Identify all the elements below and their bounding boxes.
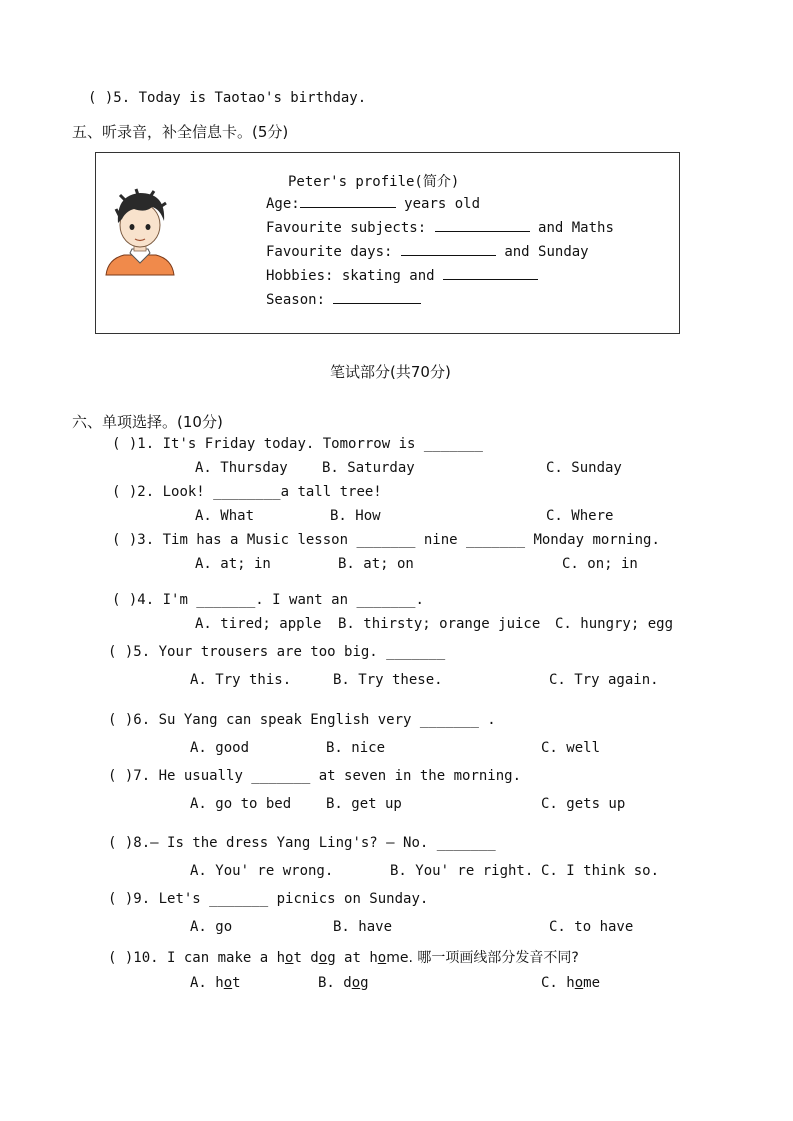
underlined-letter: o bbox=[285, 950, 294, 966]
option-a[interactable]: A. tired; apple bbox=[195, 616, 322, 632]
question-2 bbox=[112, 484, 382, 500]
age-row bbox=[266, 195, 480, 212]
profile-card bbox=[95, 152, 680, 334]
underlined-letter: o bbox=[351, 975, 361, 991]
question-text: 8.— Is the dress Yang Ling's? — No. _______ bbox=[133, 835, 496, 851]
days-blank[interactable] bbox=[401, 243, 496, 256]
answer-bracket: ( ) bbox=[112, 484, 138, 500]
option-c[interactable]: C. Try again. bbox=[549, 672, 659, 688]
option-a[interactable]: A. Try this. bbox=[190, 672, 292, 688]
subjects-row bbox=[266, 219, 614, 236]
question-7 bbox=[108, 768, 521, 784]
answer-bracket: ( ) bbox=[108, 712, 134, 728]
question-text: 4. I'm _______. I want an _______. bbox=[137, 592, 424, 608]
question-5 bbox=[108, 644, 445, 660]
option-c[interactable]: C. gets up bbox=[541, 796, 626, 812]
underlined-letter: o bbox=[377, 950, 387, 966]
answer-bracket: ( ) bbox=[108, 835, 134, 851]
hobbies-row bbox=[266, 267, 538, 284]
age-suffix: years old bbox=[404, 196, 481, 212]
boy-avatar-icon bbox=[104, 187, 176, 277]
season-blank[interactable] bbox=[333, 291, 421, 304]
option-b[interactable] bbox=[318, 975, 369, 991]
option-c[interactable]: C. I think so. bbox=[541, 863, 660, 879]
season-row bbox=[266, 291, 421, 308]
underlined-letter: o bbox=[223, 975, 233, 991]
question-9 bbox=[108, 891, 428, 907]
answer-bracket: ( ) bbox=[108, 891, 134, 907]
option-a[interactable]: A. go bbox=[190, 919, 233, 935]
option-text: A. h bbox=[190, 975, 224, 991]
option-a[interactable]: A. Thursday bbox=[195, 460, 288, 476]
answer-bracket: ( ) bbox=[108, 768, 134, 784]
option-b[interactable]: B. get up bbox=[326, 796, 402, 812]
question-text: 2. Look! ________a tall tree! bbox=[137, 484, 382, 500]
hobbies-label: Hobbies: skating and bbox=[266, 268, 435, 284]
question-10 bbox=[108, 947, 579, 967]
option-b[interactable]: B. thirsty; orange juice bbox=[338, 616, 541, 632]
option-text: t bbox=[232, 975, 241, 991]
option-a[interactable]: A. good bbox=[190, 740, 250, 756]
option-b[interactable]: B. have bbox=[333, 919, 393, 935]
question-text: g at h bbox=[327, 950, 378, 966]
days-row bbox=[266, 243, 589, 260]
option-b[interactable]: B. Saturday bbox=[322, 460, 415, 476]
option-text: B. d bbox=[318, 975, 352, 991]
question-text: me. 哪一项画线部分发音不同? bbox=[386, 950, 579, 966]
option-a[interactable]: A. You' re wrong. bbox=[190, 863, 334, 879]
question-5-prev bbox=[88, 90, 366, 106]
option-b[interactable]: B. How bbox=[330, 508, 381, 524]
season-label: Season: bbox=[266, 292, 326, 308]
underlined-letter: o bbox=[318, 950, 328, 966]
question-text: 5. Your trousers are too big. _______ bbox=[133, 644, 446, 660]
option-text: me bbox=[583, 975, 601, 991]
answer-bracket: ( ) bbox=[88, 90, 114, 106]
age-label: Age: bbox=[266, 196, 300, 212]
option-a[interactable]: A. at; in bbox=[195, 556, 271, 572]
question-text: 7. He usually _______ at seven in the morning. bbox=[133, 768, 522, 784]
question-6 bbox=[108, 712, 496, 728]
section-6-heading: 六、单项选择。(10分) bbox=[72, 413, 223, 431]
option-c[interactable]: C. on; in bbox=[562, 556, 638, 572]
question-3 bbox=[112, 532, 660, 548]
question-8 bbox=[108, 835, 496, 851]
question-text: 1. It's Friday today. Tomorrow is _______ bbox=[137, 436, 483, 452]
section-5-heading: 五、听录音，补全信息卡。(5分) bbox=[72, 123, 289, 141]
question-text: 6. Su Yang can speak English very _______ . bbox=[133, 712, 496, 728]
question-text: 3. Tim has a Music lesson _______ nine _______ Monday morning. bbox=[137, 532, 660, 548]
option-a[interactable]: A. go to bed bbox=[190, 796, 292, 812]
question-text: 10. I can make a h bbox=[133, 950, 286, 966]
card-title: Peter's profile(简介) bbox=[288, 174, 460, 190]
option-c[interactable]: C. hungry; egg bbox=[555, 616, 674, 632]
option-a[interactable] bbox=[190, 975, 241, 991]
days-label: Favourite days: bbox=[266, 244, 393, 260]
option-c[interactable] bbox=[541, 975, 600, 991]
option-c[interactable]: C. to have bbox=[549, 919, 634, 935]
option-c[interactable]: C. well bbox=[541, 740, 601, 756]
subjects-blank[interactable] bbox=[435, 219, 530, 232]
days-suffix: and Sunday bbox=[504, 244, 589, 260]
question-text: 9. Let's _______ picnics on Sunday. bbox=[133, 891, 429, 907]
option-text: g bbox=[360, 975, 369, 991]
written-section-header: 笔试部分(共70分) bbox=[330, 363, 451, 381]
answer-bracket: ( ) bbox=[112, 532, 138, 548]
answer-bracket: ( ) bbox=[112, 592, 138, 608]
option-c[interactable]: C. Where bbox=[546, 508, 614, 524]
underlined-letter: o bbox=[574, 975, 584, 991]
question-text: t d bbox=[293, 950, 319, 966]
subjects-suffix: and Maths bbox=[538, 220, 614, 236]
option-a[interactable]: A. What bbox=[195, 508, 255, 524]
hobbies-blank[interactable] bbox=[443, 267, 538, 280]
option-c[interactable]: C. Sunday bbox=[546, 460, 622, 476]
option-b[interactable]: B. Try these. bbox=[333, 672, 443, 688]
age-blank[interactable] bbox=[300, 195, 396, 208]
question-4 bbox=[112, 592, 424, 608]
subjects-label: Favourite subjects: bbox=[266, 220, 427, 236]
option-b[interactable]: B. nice bbox=[326, 740, 386, 756]
answer-bracket: ( ) bbox=[108, 644, 134, 660]
answer-bracket: ( ) bbox=[108, 950, 134, 966]
question-1 bbox=[112, 436, 483, 452]
option-text: C. h bbox=[541, 975, 575, 991]
answer-bracket: ( ) bbox=[112, 436, 138, 452]
option-b[interactable]: B. You' re right. bbox=[390, 863, 534, 879]
question-text: 5. Today is Taotao's birthday. bbox=[113, 90, 367, 106]
option-b[interactable]: B. at; on bbox=[338, 556, 414, 572]
